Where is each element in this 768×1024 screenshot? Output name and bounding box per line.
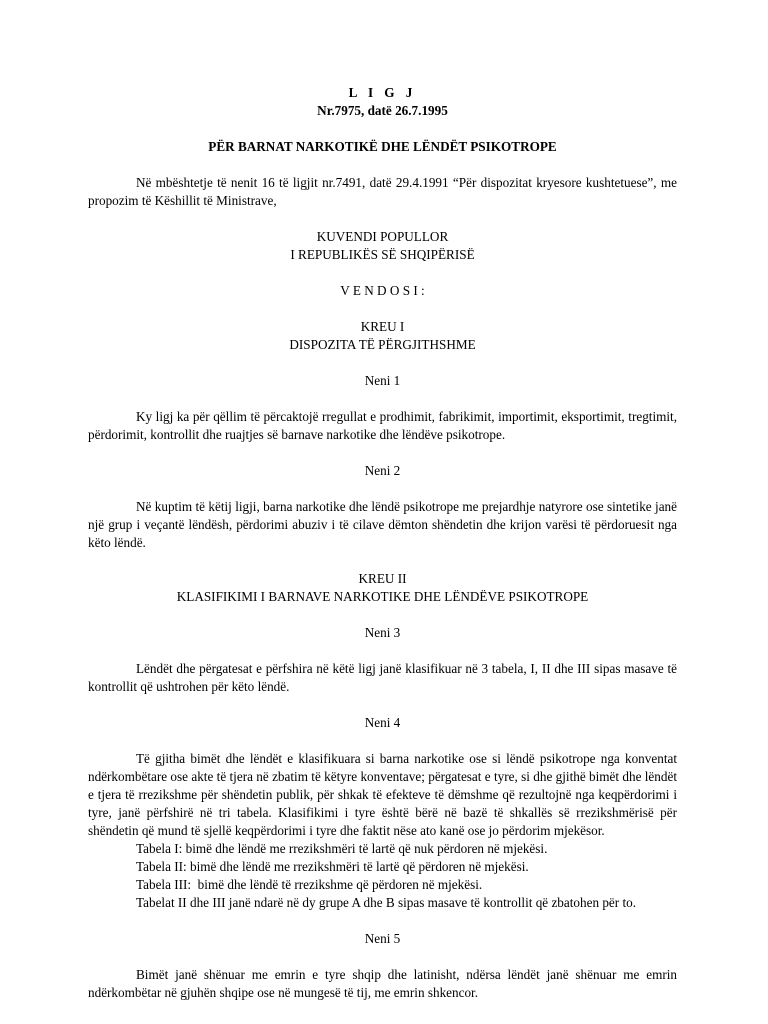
article-2-title: Neni 2 (364, 463, 401, 478)
table-1-definition: Tabela I: bimë dhe lëndë me rrezikshmëri të lartë që nuk përdoren në mjekësi. (136, 841, 548, 856)
preamble: Në mbështetje të nenit 16 të ligjit nr.7491, datë 29.4.1991 “Për dispozitat kryesore kushtetuese”, me propozim të Këshillit të Ministrave, (88, 175, 677, 208)
decides-heading: V E N D O S I : (340, 283, 425, 298)
article-4-text: Të gjitha bimët dhe lëndët e klasifikuara si barna narkotike ose si lëndë psikotrope nga konventat ndërkombëtare ose akte të tjera në zbatim të këtyre konventave; përgatesat e tyre, si dhe gjithë bimët dhe lëndët e tjera të rrezikshme për shëndetin publik, për shkak të efekteve të dëmshme që rezultojnë nga keqpërdorimi i tyre, janë përfshirë në tri tabela. Klasifikimi i tyre është bërë në bazë të shkallës së rrezikshmërisë për shëndetin që mund të sjellë keqpërdorimi i tyre dhe faktit nëse ato kanë ose jo përdorim mjekësor. (88, 751, 677, 838)
chapter-2-subtitle: KLASIFIKIMI I BARNAVE NARKOTIKE DHE LËNDËVE PSIKOTROPE (176, 589, 589, 604)
law-title: L I G J (348, 85, 417, 100)
table-3-definition: Tabela III: bimë dhe lëndë të rrezikshme që përdoren në mjekësi. (136, 877, 483, 892)
assembly-line-1: KUVENDI POPULLOR (316, 229, 449, 244)
assembly-line-2: I REPUBLIKËS SË SHQIPËRISË (290, 247, 475, 262)
article-5-text: Bimët janë shënuar me emrin e tyre shqip dhe latinisht, ndërsa lëndët janë shënuar me emrin ndërkombëtar në gjuhën shqipe ose në mungesë të tij, me emrin shkencor. (88, 967, 677, 1000)
chapter-1-title: KREU I (360, 319, 405, 334)
chapter-2-title: KREU II (358, 571, 407, 586)
article-1-title: Neni 1 (364, 373, 401, 388)
article-3-title: Neni 3 (364, 625, 401, 640)
law-subject: PËR BARNAT NARKOTIKË DHE LËNDËT PSIKOTROPE (208, 139, 557, 154)
article-5-title: Neni 5 (364, 931, 401, 946)
article-4-title: Neni 4 (364, 715, 401, 730)
article-1-text: Ky ligj ka për qëllim të përcaktojë rregullat e prodhimit, fabrikimit, importimit, eksportimit, tregtimit, përdorimit, kontrollit dhe ruajtjes së barnave narkotike dhe lëndëve psikotrope. (88, 409, 677, 442)
article-2-text: Në kuptim të këtij ligji, barna narkotike dhe lëndë psikotrope me prejardhje natyrore ose sintetike janë një grup i veçantë lëndësh, përdorimi abuziv i të cilave dëmton shëndetin dhe krijon varësi të përdoruesit nga këto lëndë. (88, 499, 677, 550)
law-number: Nr.7975, datë 26.7.1995 (317, 103, 448, 118)
article-3-text: Lëndët dhe përgatesat e përfshira në këtë ligj janë klasifikuar në 3 tabela, I, II dhe III sipas masave të kontrollit që ushtrohen për këto lëndë. (88, 661, 677, 694)
document-page (88, 84, 677, 1002)
table-groups-text: Tabelat II dhe III janë ndarë në dy grupe A dhe B sipas masave të kontrollit që zbatohen për to. (136, 895, 637, 910)
chapter-1-subtitle: DISPOZITA TË PËRGJITHSHME (289, 337, 476, 352)
table-2-definition: Tabela II: bimë dhe lëndë me rrezikshmëri të lartë që përdoren në mjekësi. (136, 859, 529, 874)
